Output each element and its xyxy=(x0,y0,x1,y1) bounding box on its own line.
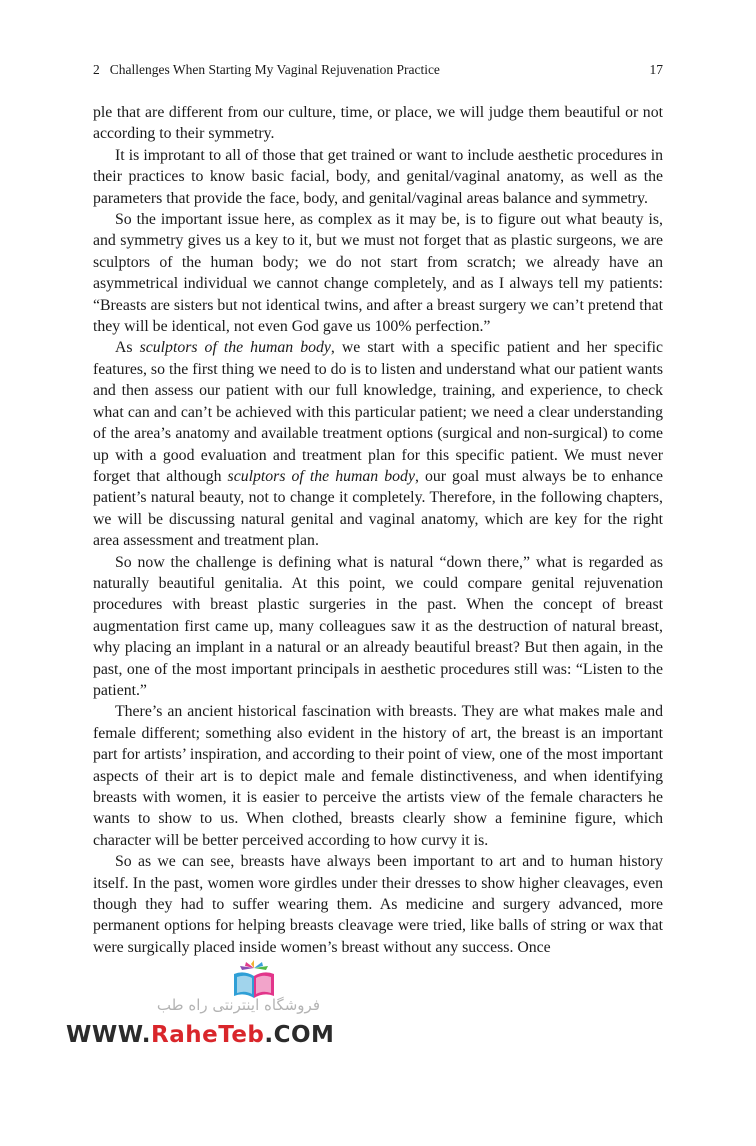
watermark-url xyxy=(66,1022,334,1048)
paragraph-4-text-b: , we start with a specific patient and her specific features, so the first thing we need to do is to listen and understand what our patient wants and then assess our patient with our full knowledge, training, and experience, to check what can and can’t be achieved with this particular patient; we need a clear understanding of the area’s anatomy and available treatment options (surgical and non-surgical) to come up with a good evaluation and treatment plan for this specific patient. We must never forget that although xyxy=(93,339,663,485)
watermark xyxy=(64,960,335,1060)
paragraph-4-italic-2: sculptors of the human body xyxy=(227,467,415,485)
running-header xyxy=(93,60,663,80)
paragraph-2: It is improtant to all of those that get trained or want to include aesthetic procedures in their practices to know basic facial, body, and genital/vaginal anatomy, as well as the parameters that provide the face, body, and genital/vaginal areas balance and symmetry. xyxy=(93,146,663,207)
url-brand: RaheTeb xyxy=(150,1022,265,1048)
paragraph-4-italic-1: sculptors of the human body xyxy=(139,339,331,357)
url-www: WWW. xyxy=(66,1022,151,1048)
watermark-persian-text: فروشگاه اینترنتی راه طب xyxy=(156,996,320,1014)
paragraph-4 xyxy=(93,337,663,551)
open-book-logo-icon xyxy=(232,960,276,1000)
chapter-heading xyxy=(93,60,440,80)
paragraph-4-text-c: , our goal must always be to enhance patient’s natural beauty, not to change it completely. Therefore, in the following chapters, we will be discussing natural genital and vaginal anatomy, which are key for the right area assessment and treatment plan. xyxy=(93,467,663,550)
paragraph-6: There’s an ancient historical fascination with breasts. They are what makes male and female different; something also evident in the history of art, the breast is an important part for artists’ inspiration, and according to their point of view, one of the most important aspects of their art is to depict male and female distinctiveness, and when identifying breasts with women, it is easier to perceive the artists view of the female characters he wants to show to us. When clothed, breasts clearly show a feminine figure, which character will be better perceived according to how curvy it is. xyxy=(93,703,663,849)
paragraph-5: So now the challenge is defining what is natural “down there,” what is regarded as naturally beautiful genitalia. At this point, we could compare genital rejuvenation procedures with breast plastic surgeries in the past. When the concept of breast augmentation first came up, many colleagues saw it as the destruction of natural breast, why placing an implant in a natural or an already beautiful breast? But then again, in the past, one of the most important principals in aesthetic procedures still was: “Listen to the patient.” xyxy=(93,553,663,699)
paragraph-1: ple that are different from our culture, time, or place, we will judge them beautiful or not according to their symmetry. xyxy=(93,104,663,143)
page-number: 17 xyxy=(649,62,663,77)
body-text xyxy=(93,102,663,958)
chapter-title: Challenges When Starting My Vaginal Rejuvenation Practice xyxy=(109,62,440,77)
chapter-number: 2 xyxy=(93,62,100,77)
paragraph-7: So as we can see, breasts have always been important to art and to human history itself. In the past, women wore girdles under their dresses to show higher cleavages, even though they had to suffer wearing them. As medicine and surgery advanced, more permanent options for helping breasts cleavage were tried, like balls of string or wax that were surgically placed inside women’s breast without any success. Once xyxy=(93,853,663,956)
paragraph-3: So the important issue here, as complex as it may be, is to figure out what beauty is, and symmetry gives us a key to it, but we must not forget that as plastic surgeons, we are sculptors of the human body; we do not start from scratch; we already have an asymmetrical individual we cannot change completely, and as I always tell my patients: “Breasts are sisters but not identical twins, and after a breast surgery we can’t pretend that they will be identical, not even God gave us 100% perfection.” xyxy=(93,211,663,336)
url-tld: .COM xyxy=(264,1022,335,1048)
paragraph-4-text-a: As xyxy=(115,339,140,357)
